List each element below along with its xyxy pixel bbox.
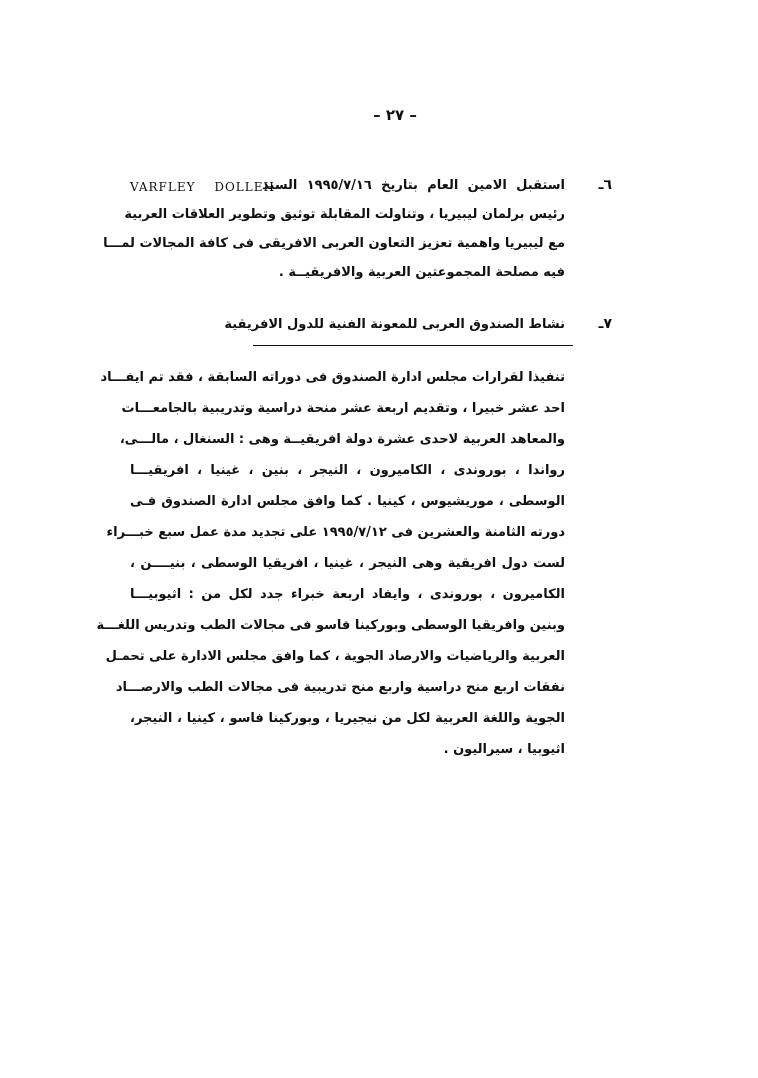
item-7-heading: نشاط الصندوق العربى للمعونة الفنية للدول الافريقية <box>224 317 565 332</box>
item-7-line: دورته الثامنة والعشرين فى ١٩٩٥/٧/١٢ على تجديد مدة عمل سبع خبـــراء <box>106 525 565 540</box>
item-7-line: الجوية واللغة العربية لكل من نيجيريا ، وبوركينا فاسو ، كينيا ، النيجر، <box>130 711 565 726</box>
item-7-number: ٧ـ <box>598 316 612 332</box>
item-6-first-line: استقبل الامين العام بتاريخ ١٩٩٥/٧/١٦ السيد <box>262 178 565 193</box>
item-6-line: فيه مصلحة المجموعتين العربية والافريقيــة . <box>278 265 565 280</box>
item-7-line: الكاميرون ، بوروندى ، وايفاد اربعة خبراء جدد لكل من : اثيوبيـــا <box>130 587 565 602</box>
item-6-line: مع ليبيريا واهمية تعزيز التعاون العربى الافريقى فى كافة المجالات لمـــا <box>103 236 565 251</box>
item-7-line: تنفيذا لقرارات مجلس ادارة الصندوق فى دوراته السابقة ، فقد تم ايفـــاد <box>100 370 565 385</box>
item-6-name-latin: VARFLEY DOLLEH <box>130 180 275 194</box>
item-7-line: والمعاهد العربية لاحدى عشرة دولة افريقيــة وهى : السنغال ، مالـــى، <box>119 432 565 447</box>
page-number: – ٢٧ – <box>373 106 417 124</box>
item-7-line: العربية والرياضيات والارصاد الجوية ، كما وافق مجلس الادارة على تحمـل <box>105 649 565 664</box>
item-6-line: رئيس برلمان ليبيريا ، وتناولت المقابلة توثيق وتطوير العلاقات العربية <box>124 207 565 222</box>
heading-underline <box>253 345 573 346</box>
item-7-line: رواندا ، بوروندى ، الكاميرون ، النيجر ، بنين ، غينيا ، افريقيـــا <box>130 463 565 478</box>
item-7-last-line: اثيوبيا ، سيراليون . <box>443 742 565 757</box>
item-6-number: ٦ـ <box>598 177 612 193</box>
item-7-line: نفقات اربع منح دراسية واربع منح تدريبية فى مجالات الطب والارصـــاد <box>115 680 565 695</box>
item-7-line: وبنين وافريقيا الوسطى وبوركينا فاسو فى مجالات الطب وتدريس اللغـــة <box>96 618 565 633</box>
item-7-line: لست دول افريقية وهى النيجر ، غينيا ، افريقيا الوسطى ، بنيــــن ، <box>130 556 565 571</box>
item-7-line: احد عشر خبيرا ، وتقديم اربعة عشر منحة دراسية وتدريبية بالجامعـــات <box>121 401 565 416</box>
item-7-line: الوسطى ، موريشيوس ، كينيا . كما وافق مجلس ادارة الصندوق فـى <box>130 494 565 509</box>
